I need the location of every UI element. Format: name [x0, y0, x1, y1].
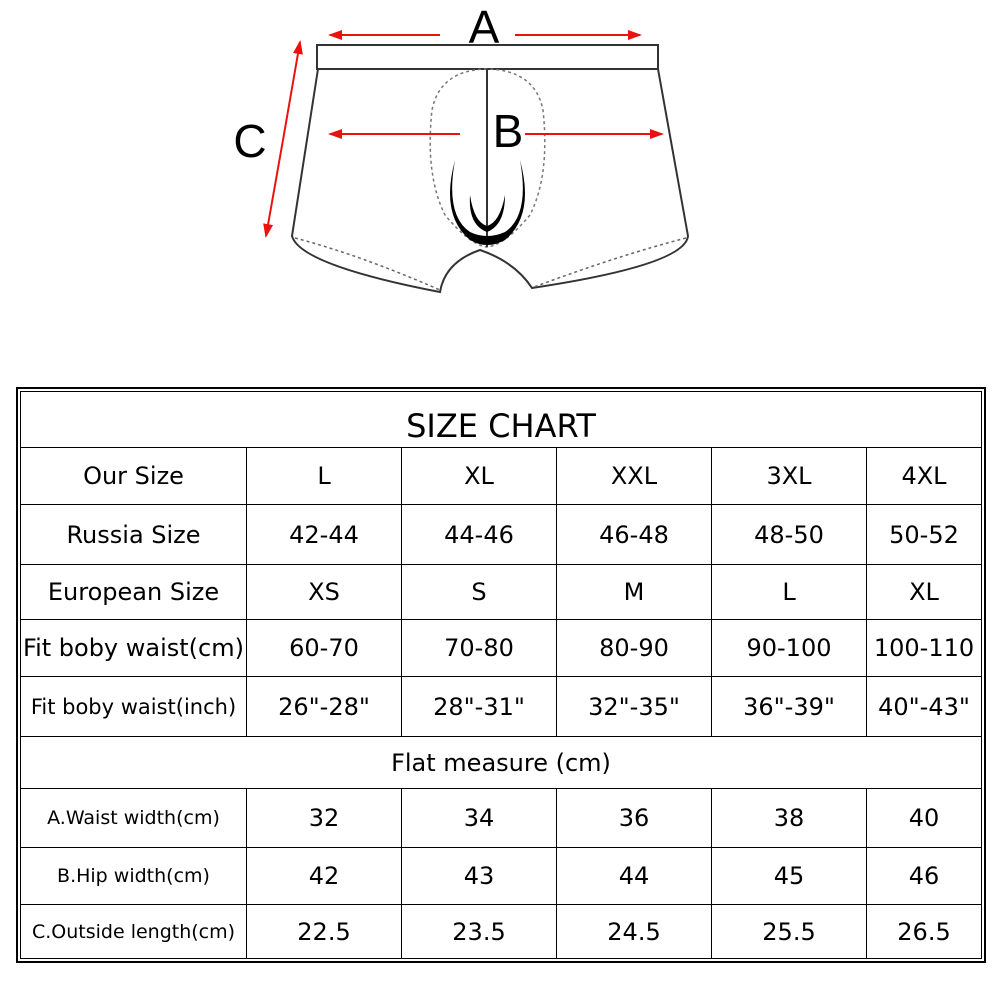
cell: XXL — [557, 448, 712, 504]
chart-title: SIZE CHART — [21, 392, 981, 448]
row-outside-length — [21, 905, 981, 958]
cell: 100-110 — [873, 634, 975, 662]
row-flat-measure — [21, 737, 981, 789]
cell: 50-52 — [889, 520, 959, 549]
cell: 22.5 — [247, 905, 402, 958]
row-european-size — [21, 565, 981, 620]
row-label: Russia Size — [21, 505, 247, 564]
label-b: B — [492, 105, 524, 157]
cell: L — [247, 448, 402, 504]
row-label: A.Waist width(cm) — [21, 789, 247, 847]
cell: XL — [402, 448, 557, 504]
cell: 25.5 — [712, 905, 867, 958]
row-label: C.Outside length(cm) — [21, 905, 247, 958]
cell: 26"-28" — [247, 677, 402, 736]
cell: 90-100 — [712, 620, 867, 676]
cell: 60-70 — [247, 620, 402, 676]
cell: 40 — [908, 804, 940, 832]
row-label: Fit boby waist(inch) — [21, 677, 247, 736]
cell: L — [712, 565, 867, 619]
cell: M — [557, 565, 712, 619]
cell: 32 — [247, 789, 402, 847]
size-chart-table — [20, 391, 982, 959]
cell: 3XL — [712, 448, 867, 504]
length-arrow — [283, 42, 300, 140]
cell: 42-44 — [247, 505, 402, 564]
cell: 24.5 — [557, 905, 712, 958]
row-waist-cm — [21, 620, 981, 677]
cell: 38 — [712, 789, 867, 847]
cell: 32"-35" — [557, 677, 712, 736]
garment-diagram — [0, 0, 1000, 360]
cell: 44 — [557, 848, 712, 904]
cell: 40"-43" — [878, 692, 970, 721]
cell: 34 — [402, 789, 557, 847]
row-our-size — [21, 448, 981, 505]
cell: 26.5 — [897, 917, 951, 946]
cell: 43 — [402, 848, 557, 904]
cell: 46-48 — [557, 505, 712, 564]
cell: XS — [247, 565, 402, 619]
row-russia-size — [21, 505, 981, 565]
row-label: Our Size — [21, 448, 247, 504]
row-waist-inch — [21, 677, 981, 737]
cell: XL — [909, 578, 939, 606]
cell: 28"-31" — [402, 677, 557, 736]
size-chart — [16, 387, 986, 963]
label-c: C — [233, 115, 267, 167]
cell: 42 — [247, 848, 402, 904]
flat-measure-heading: Flat measure (cm) — [391, 748, 611, 777]
label-a: A — [468, 1, 500, 53]
row-label: B.Hip width(cm) — [21, 848, 247, 904]
cell: 4XL — [901, 462, 947, 490]
cell: 23.5 — [402, 905, 557, 958]
cell: 70-80 — [402, 620, 557, 676]
row-label: Fit boby waist(cm) — [21, 620, 247, 676]
garment-body — [292, 69, 688, 292]
cell: S — [402, 565, 557, 619]
cell: 45 — [712, 848, 867, 904]
cell: 44-46 — [402, 505, 557, 564]
cell: 46 — [908, 862, 940, 890]
cell: 36"-39" — [712, 677, 867, 736]
cell: 80-90 — [557, 620, 712, 676]
row-hip-width — [21, 848, 981, 905]
row-waist-width — [21, 789, 981, 848]
cell: 36 — [557, 789, 712, 847]
cell: 48-50 — [712, 505, 867, 564]
row-label: European Size — [21, 565, 247, 619]
